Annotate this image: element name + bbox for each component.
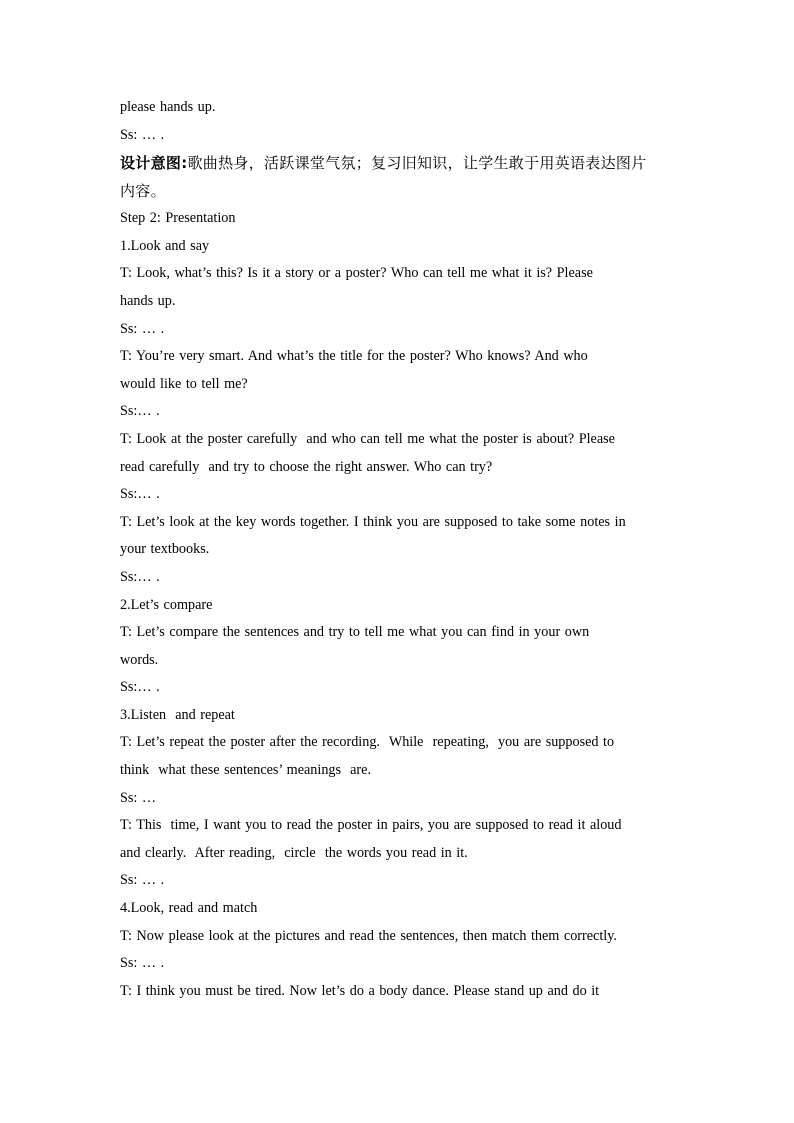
text-line: read carefully and try to choose the right answer. Who can try? xyxy=(120,458,493,475)
text-line: T: Let’s compare the sentences and try to tell me what you can find in your own xyxy=(120,624,590,641)
document-body xyxy=(120,94,680,1005)
text-line: T: You’re very smart. And what’s the title for the poster? Who knows? And who xyxy=(120,348,588,365)
text-line: think what these sentences’ meanings are. xyxy=(120,762,371,779)
section-heading: Step 2: Presentation xyxy=(120,210,236,227)
subsection-heading: 4.Look, read and match xyxy=(120,900,258,917)
design-intent-text: 歌曲热身，活跃课堂气氛；复习旧知识，让学生敢于用英语表达图片 xyxy=(187,154,647,173)
text-line: T: Let’s look at the key words together. I think you are supposed to take some notes in xyxy=(120,513,626,530)
text-line: Ss: … . xyxy=(120,320,165,337)
text-line: T: Look at the poster carefully and who can tell me what the poster is about? Please xyxy=(120,430,615,447)
subsection-heading: 3.Listen and repeat xyxy=(120,706,235,723)
text-line: T: Now please look at the pictures and read the sentences, then match them correctly. xyxy=(120,927,617,944)
text-line: would like to tell me? xyxy=(120,375,248,392)
design-intent-paragraph xyxy=(120,149,680,177)
text-line: Ss: … xyxy=(120,789,157,806)
text-line: words. xyxy=(120,651,159,668)
design-intent-label: 设计意图: xyxy=(120,154,188,173)
text-line: your textbooks. xyxy=(120,541,210,558)
text-line: Ss: … . xyxy=(120,955,165,972)
text-line: Ss:… . xyxy=(120,486,160,503)
text-line: please hands up. xyxy=(120,99,216,115)
text-line: Ss:… . xyxy=(120,679,160,696)
text-line: T: This time, I want you to read the poster in pairs, you are supposed to read it aloud xyxy=(120,817,622,834)
text-line: hands up. xyxy=(120,292,176,309)
text-line: and clearly. After reading, circle the words you read in it. xyxy=(120,844,468,861)
text-line: Ss: … . xyxy=(120,872,165,889)
text-line: Ss:… . xyxy=(120,403,160,420)
text-line: Ss:… . xyxy=(120,568,160,585)
subsection-heading: 1.Look and say xyxy=(120,237,210,254)
text-line: Ss: … . xyxy=(120,126,165,143)
text-line: T: Let’s repeat the poster after the recording. While repeating, you are supposed to xyxy=(120,734,615,751)
subsection-heading: 2.Let’s compare xyxy=(120,596,213,613)
text-line: 内容。 xyxy=(120,182,166,201)
text-line: T: I think you must be tired. Now let’s do a body dance. Please stand up and do it xyxy=(120,982,600,999)
text-line: T: Look, what’s this? Is it a story or a poster? Who can tell me what it is? Please xyxy=(120,265,593,282)
